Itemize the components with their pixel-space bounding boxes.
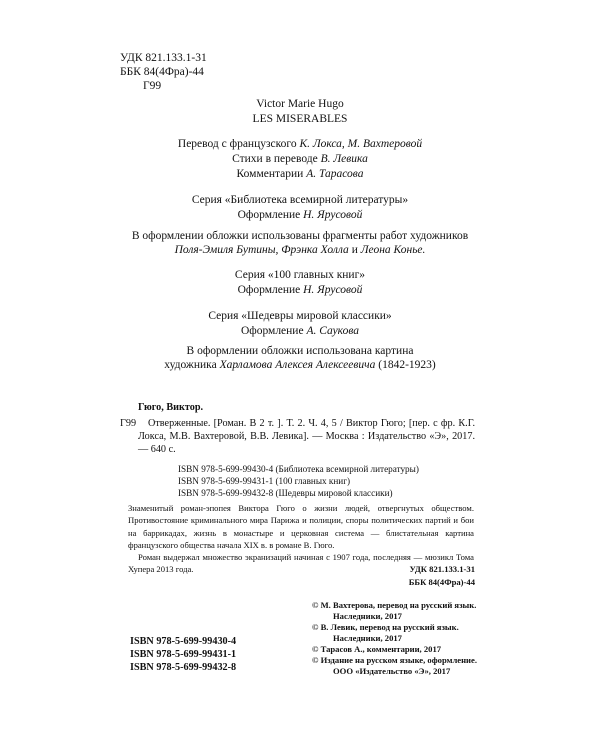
painter: Харламова Алексея Алексеевича [219, 359, 376, 371]
poems-prefix: Стихи в переводе [232, 153, 318, 165]
bbk-code: ББК 84(4Фра)-44 [120, 66, 204, 78]
comments-prefix: Комментарии [236, 168, 304, 180]
poems-translator: В. Левика [320, 153, 368, 165]
bib-author-heading: Гюго, Виктор. [138, 402, 204, 413]
designer: Н. Ярусовой [303, 284, 363, 296]
author-mark: Г99 [143, 80, 162, 92]
copyright-line: Наследники, 2017 [333, 611, 402, 621]
bib-isbn-1: ISBN 978-5-699-99430-4 (Библиотека всемирной литературы) [178, 464, 419, 474]
series-3-design [0, 325, 600, 337]
annotation-paragraph: Роман выдержал множество экранизаций начиная с 1907 года, последняя — мюзикл Тома Хупера 2013 года. [128, 552, 474, 575]
footer-isbn-2: ISBN 978-5-699-99431-1 [130, 649, 237, 660]
series-1-artists [0, 244, 600, 256]
designer: Н. Ярусовой [303, 209, 363, 221]
footer-isbn-1: ISBN 978-5-699-99430-4 [130, 636, 237, 647]
translation-prefix: Перевод с французского [177, 138, 297, 150]
bottom-udk-code: УДК 821.133.1-31 [409, 564, 475, 574]
udk-code: УДК 821.133.1-31 [120, 52, 207, 64]
artists-and: и [351, 244, 358, 256]
series-1-design [0, 209, 600, 221]
translators: К. Локса, М. Вахтеровой [299, 138, 423, 150]
bib-description: Отверженные. [Роман. В 2 т. ]. Т. 2. Ч. 4, 5 / Виктор Гюго; [пер. с фр. К.Г. Локса, М.В. Вахтеровой, В.В. Левика]. — Москва : Издательство «Э», 2017. — 640 с. [138, 418, 475, 456]
footer-isbn-3: ISBN 978-5-699-99432-8 [130, 662, 237, 673]
translation-credit [0, 138, 600, 150]
series-2-name: Серия «100 главных книг» [234, 269, 366, 281]
copyright-line: © В. Левик, перевод на русский язык. [312, 622, 459, 632]
original-author: Victor Marie Hugo [256, 98, 344, 110]
copyright-line: Наследники, 2017 [333, 633, 402, 643]
series-1-name: Серия «Библиотека всемирной литературы» [191, 194, 409, 206]
series-1-cover-note: В оформлении обложки использованы фрагменты работ художников [131, 230, 469, 242]
original-title: LES MISERABLES [252, 113, 348, 125]
design-prefix: Оформление [237, 284, 301, 296]
series-3-painter [0, 359, 600, 371]
artist-last: Леона Конье. [360, 244, 426, 256]
artists: Поля-Эмиля Бутины, Фрэнка Холла [174, 244, 349, 256]
series-2-design [0, 284, 600, 296]
copyright-line: © Издание на русском языке, оформление. [312, 655, 477, 665]
comments-credit [0, 168, 600, 180]
painter-years: (1842-1923) [378, 359, 436, 371]
bib-code: Г99 [120, 418, 137, 429]
bib-isbn-3: ISBN 978-5-699-99432-8 (Шедевры мировой классики) [178, 488, 393, 498]
series-3-cover-note: В оформлении обложки использована картина [186, 345, 414, 357]
series-3-name: Серия «Шедевры мировой классики» [208, 310, 392, 322]
copyright-line: ООО «Издательство «Э», 2017 [333, 666, 451, 676]
painter-prefix: художника [164, 359, 217, 371]
designer: А. Саукова [306, 325, 360, 337]
copyright-line: © Тарасов А., комментарии, 2017 [312, 644, 442, 654]
commentator: А. Тарасова [306, 168, 364, 180]
design-prefix: Оформление [237, 209, 301, 221]
poems-credit [0, 153, 600, 165]
bib-isbn-2: ISBN 978-5-699-99431-1 (100 главных книг) [178, 476, 351, 486]
copyright-line: © М. Вахтерова, перевод на русский язык. [312, 600, 477, 610]
bottom-bbk-code: ББК 84(4Фра)-44 [408, 577, 475, 587]
annotation-paragraph: Знаменитый роман-эпопея Виктора Гюго о жизни людей, отвергнутых обществом. Противостояние криминального мира Парижа и полиции, споры политических партий и бои на баррикадах, жизнь в монастыре и церковная система — блистательная картина французского общества начала XIX в. в романе В. Гюго. [128, 503, 474, 550]
design-prefix: Оформление [240, 325, 304, 337]
